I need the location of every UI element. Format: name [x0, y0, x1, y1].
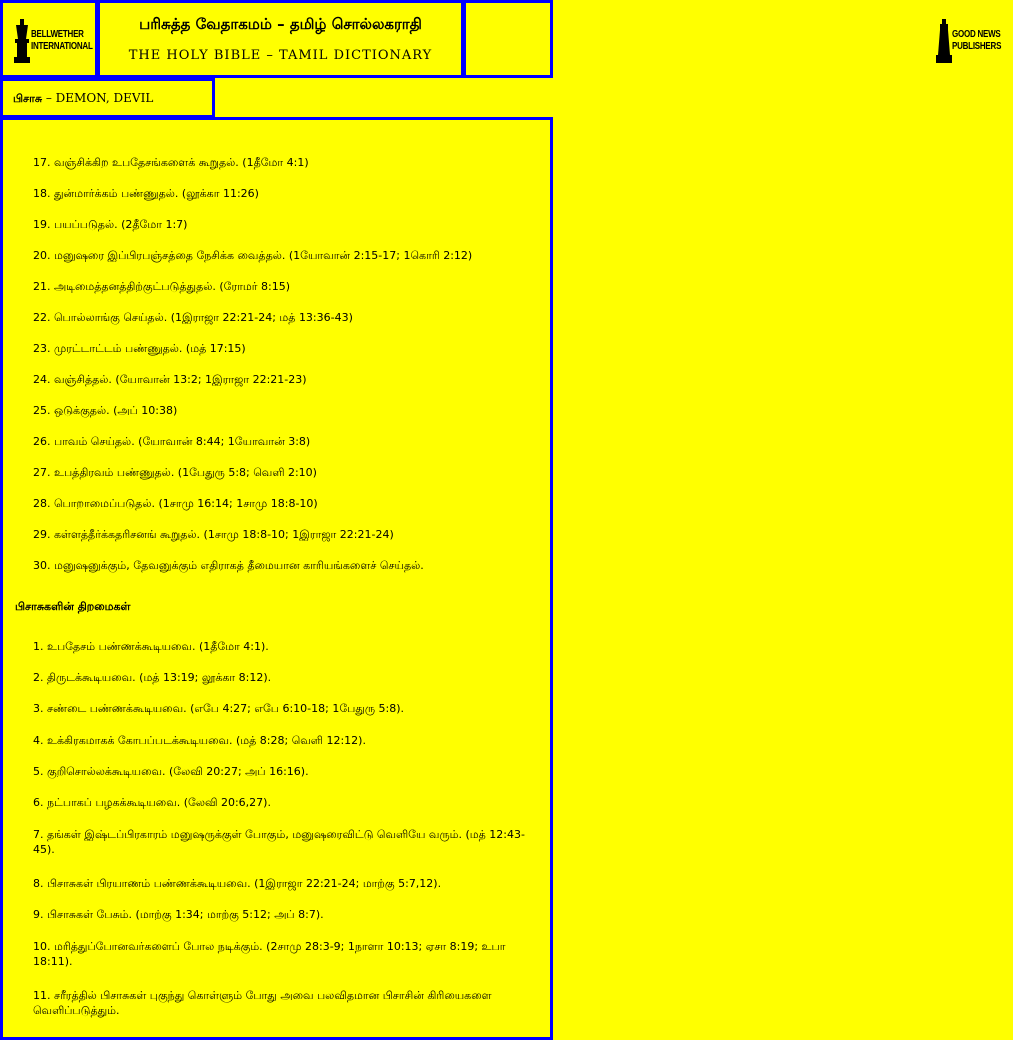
- list-item: 26. பாவம் செய்தல். (யோவான் 8:44; 1யோவான் 3:8): [33, 435, 311, 448]
- lighthouse-icon: [936, 19, 952, 63]
- section-title-box: [0, 78, 215, 118]
- list-item: 6. நட்பாகப் பழகக்கூடியவை. (லேவி 20:6,27).: [33, 796, 271, 809]
- list-item: 29. கள்ளத்தீர்க்கதரிசனங் கூறுதல். (1சாமு 18:8-10; 1இராஜா 22:21-24): [33, 528, 394, 541]
- good-news-logo: [936, 19, 1013, 63]
- bell-tower-icon: [13, 19, 31, 63]
- right-logo-box: [463, 0, 1002, 78]
- list-item: 17. வஞ்சிக்கிற உபதேசங்களைக் கூறுதல். (1தீமோ 4:1): [33, 156, 309, 169]
- content-box: [0, 117, 553, 1040]
- section-title: [13, 91, 153, 107]
- list-item: 8. பிசாசுகள் பிரயாணம் பண்ணக்கூடியவை. (1இராஜா 22:21-24; மாற்கு 5:7,12).: [33, 877, 442, 890]
- list-item: 30. மனுஷனுக்கும், தேவனுக்கும் எதிராகத் தீமையான காரியங்களைச் செய்தல்.: [33, 559, 424, 572]
- list-item: 7. தங்கள் இஷ்டப்பிரகாரம் மனுஷருக்குள் போகும், மனுஷரைவிட்டு வெளியே வரும். (மத் 12:43-45).: [33, 828, 525, 856]
- list-item: 9. பிசாசுகள் பேசும். (மாற்கு 1:34; மாற்கு 5:12; அப் 8:7).: [33, 908, 324, 921]
- list-item: 20. மனுஷரை இப்பிரபஞ்சத்தை நேசிக்க வைத்தல். (1யோவான் 2:15-17; 1கொரி 2:12): [33, 249, 473, 262]
- list-item: 18. துன்மார்க்கம் பண்ணுதல். (லூக்கா 11:26): [33, 187, 259, 200]
- title-english: THE HOLY BIBLE – TAMIL DICTIONARY: [128, 48, 433, 63]
- list-item: 11. சரீரத்தில் பிசாசுகள் புகுந்து கொள்ளும் போது அவை பலவிதமான பிசாசின் கிரியைகளை வெளிப்படுத்தும்.: [33, 989, 492, 1017]
- left-logo-box: [0, 0, 98, 78]
- list-item: 3. சண்டை பண்ணக்கூடியவை. (எபே 4:27; எபே 6:10-18; 1பேதுரு 5:8).: [33, 702, 405, 715]
- right-logo-text: GOOD NEWS PUBLISHERS: [952, 29, 1002, 52]
- subheading: பிசாசுகளின் திறமைகள்: [15, 600, 131, 613]
- list-item: 1. உபதேசம் பண்ணக்கூடியவை. (1தீமோ 4:1).: [33, 640, 269, 653]
- list-item: 24. வஞ்சித்தல். (யோவான் 13:2; 1இராஜா 22:21-23): [33, 373, 307, 386]
- list-item: 5. குறிசொல்லக்கூடியவை. (லேவி 20:27; அப் 16:16).: [33, 765, 309, 778]
- list-item: 27. உபத்திரவம் பண்ணுதல். (1பேதுரு 5:8; வெளி 2:10): [33, 466, 317, 479]
- list-item: 22. பொல்லாங்கு செய்தல். (1இராஜா 22:21-24; மத் 13:36-43): [33, 311, 353, 324]
- bellwether-logo: [13, 19, 108, 63]
- list-item: 19. பயப்படுதல். (2தீமோ 1:7): [33, 218, 188, 231]
- list-item: 2. திருடக்கூடியவை. (மத் 13:19; லூக்கா 8:12).: [33, 671, 272, 684]
- section-title-english: – DEMON, DEVIL: [42, 91, 154, 105]
- title-box: [97, 0, 464, 78]
- list-item: 28. பொறாமைப்படுதல். (1சாமு 16:14; 1சாமு 18:8-10): [33, 497, 318, 510]
- left-logo-text: BELLWETHER INTERNATIONAL: [31, 29, 93, 52]
- section-title-tamil: பிசாசு: [13, 92, 43, 105]
- list-item: 25. ஒடுக்குதல். (அப் 10:38): [33, 404, 178, 417]
- list-item: 4. உக்கிரகமாகக் கோபப்படக்கூடியவை. (மத் 8:28; வெளி 12:12).: [33, 734, 366, 747]
- list-item: 21. அடிமைத்தனத்திற்குட்படுத்துதல். (ரோமர் 8:15): [33, 280, 290, 293]
- list-item: 23. முரட்டாட்டம் பண்ணுதல். (மத் 17:15): [33, 342, 246, 355]
- title-tamil: பரிசுத்த வேதாகமம் – தமிழ் சொல்லகராதி: [139, 15, 422, 33]
- list-item: 10. மரித்துப்போனவர்களைப் போல நடிக்கும். (2சாமு 28:3-9; 1நாளா 10:13; ஏசா 8:19; உபா 18:11).: [33, 940, 506, 968]
